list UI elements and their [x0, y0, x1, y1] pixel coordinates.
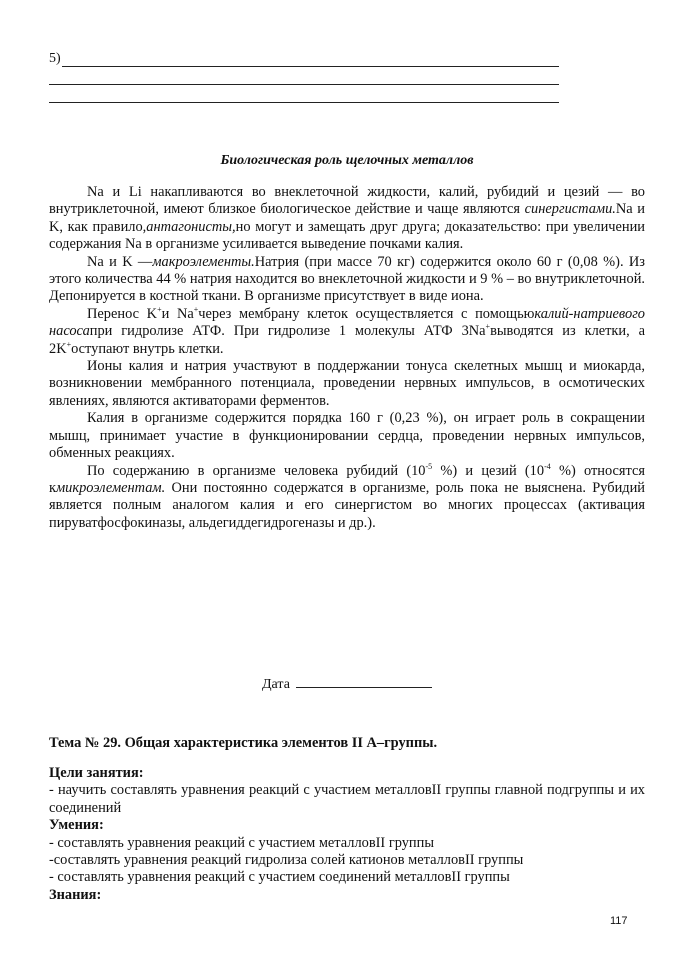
section-body: [49, 184, 645, 532]
skill-item: -составлять уравнения реакций гидролиза солей катионов металловII группы: [49, 852, 524, 869]
paragraph: Калия в организме содержится порядка 160 г (0,23 %), он играет роль в сокращении мышц, принимает участие в функционировании сердца, проведении нервных импульсов, обменных реакциях.: [49, 410, 645, 462]
paragraph: Na и Li накапливаются во внеклеточной жидкости, калий, рубидий и цезий — во внутриклеточной, имеют близкое биологическое действие и чаще являются синергистами.Na и K, как правило,антагонисты,но могут и замещать друг друга; доказательство: при увеличении содержания Na в организме усиливается выведение почками калия.: [49, 184, 645, 253]
topic-title: Тема № 29. Общая характеристика элементов II А–группы.: [49, 735, 438, 751]
item-number: 5): [49, 51, 61, 66]
section-title: Биологическая роль щелочных металлов: [220, 153, 474, 168]
skill-item: - составлять уравнения реакций с участием металловII группы: [49, 834, 434, 851]
skills-heading: Умения:: [49, 817, 104, 834]
date-field: [262, 675, 432, 693]
goals-heading: Цели занятия:: [49, 765, 144, 781]
page-number: 117: [610, 915, 628, 927]
date-label: Дата: [262, 677, 290, 692]
lesson-goals: [49, 765, 645, 904]
date-blank-line: [296, 675, 432, 688]
paragraph: По содержанию в организме человека рубидий ($10^{-5}$ %) и цезий ($10^{-4}$ %) относятся кмикроэлементам. Они постоянно содержатся в организме, роль пока не выяснена. Рубидий является полным аналогом калия и его синергистом во многих процессах (активация пируватфосфокиназы, альдегиддегидрогеназы и др.).: [49, 461, 645, 531]
knowledge-heading: Знания:: [49, 886, 102, 903]
paragraph: Перенос K+и Na+через мембрану клеток осуществляется с помощьюкалий-натриевого насосапри гидролизе АТФ. При гидролизе 1 молекулы АТФ 3Na+выводятся из клетки, а 2K+оступают внутрь клетки.: [49, 305, 645, 357]
answer-line-1: [62, 66, 559, 67]
answer-line-2: [49, 84, 559, 85]
skill-item: - составлять уравнения реакций с участием соединений металловII группы: [49, 869, 510, 886]
paragraph: Na и K —макроэлементы.Натрия (при массе 70 кг) содержится около 60 г (0,08 %). Из этого количества 44 % натрия находится во внеклеточной жидкости и 9 % – во внутриклеточной. Депонируется в костной ткани. В организме присутствует в виде иона.: [49, 253, 645, 305]
paragraph: Ионы калия и натрия участвуют в поддержании тонуса скелетных мышц и миокарда, возникновении мембранного потенциала, проведении нервных импульсов, в осмотических явлениях, являются активаторами ферментов.: [49, 358, 645, 409]
goal-item: - научить составлять уравнения реакций с участием металловII группы главной подгруппы и их соединений: [49, 782, 645, 816]
answer-line-3: [49, 102, 559, 103]
